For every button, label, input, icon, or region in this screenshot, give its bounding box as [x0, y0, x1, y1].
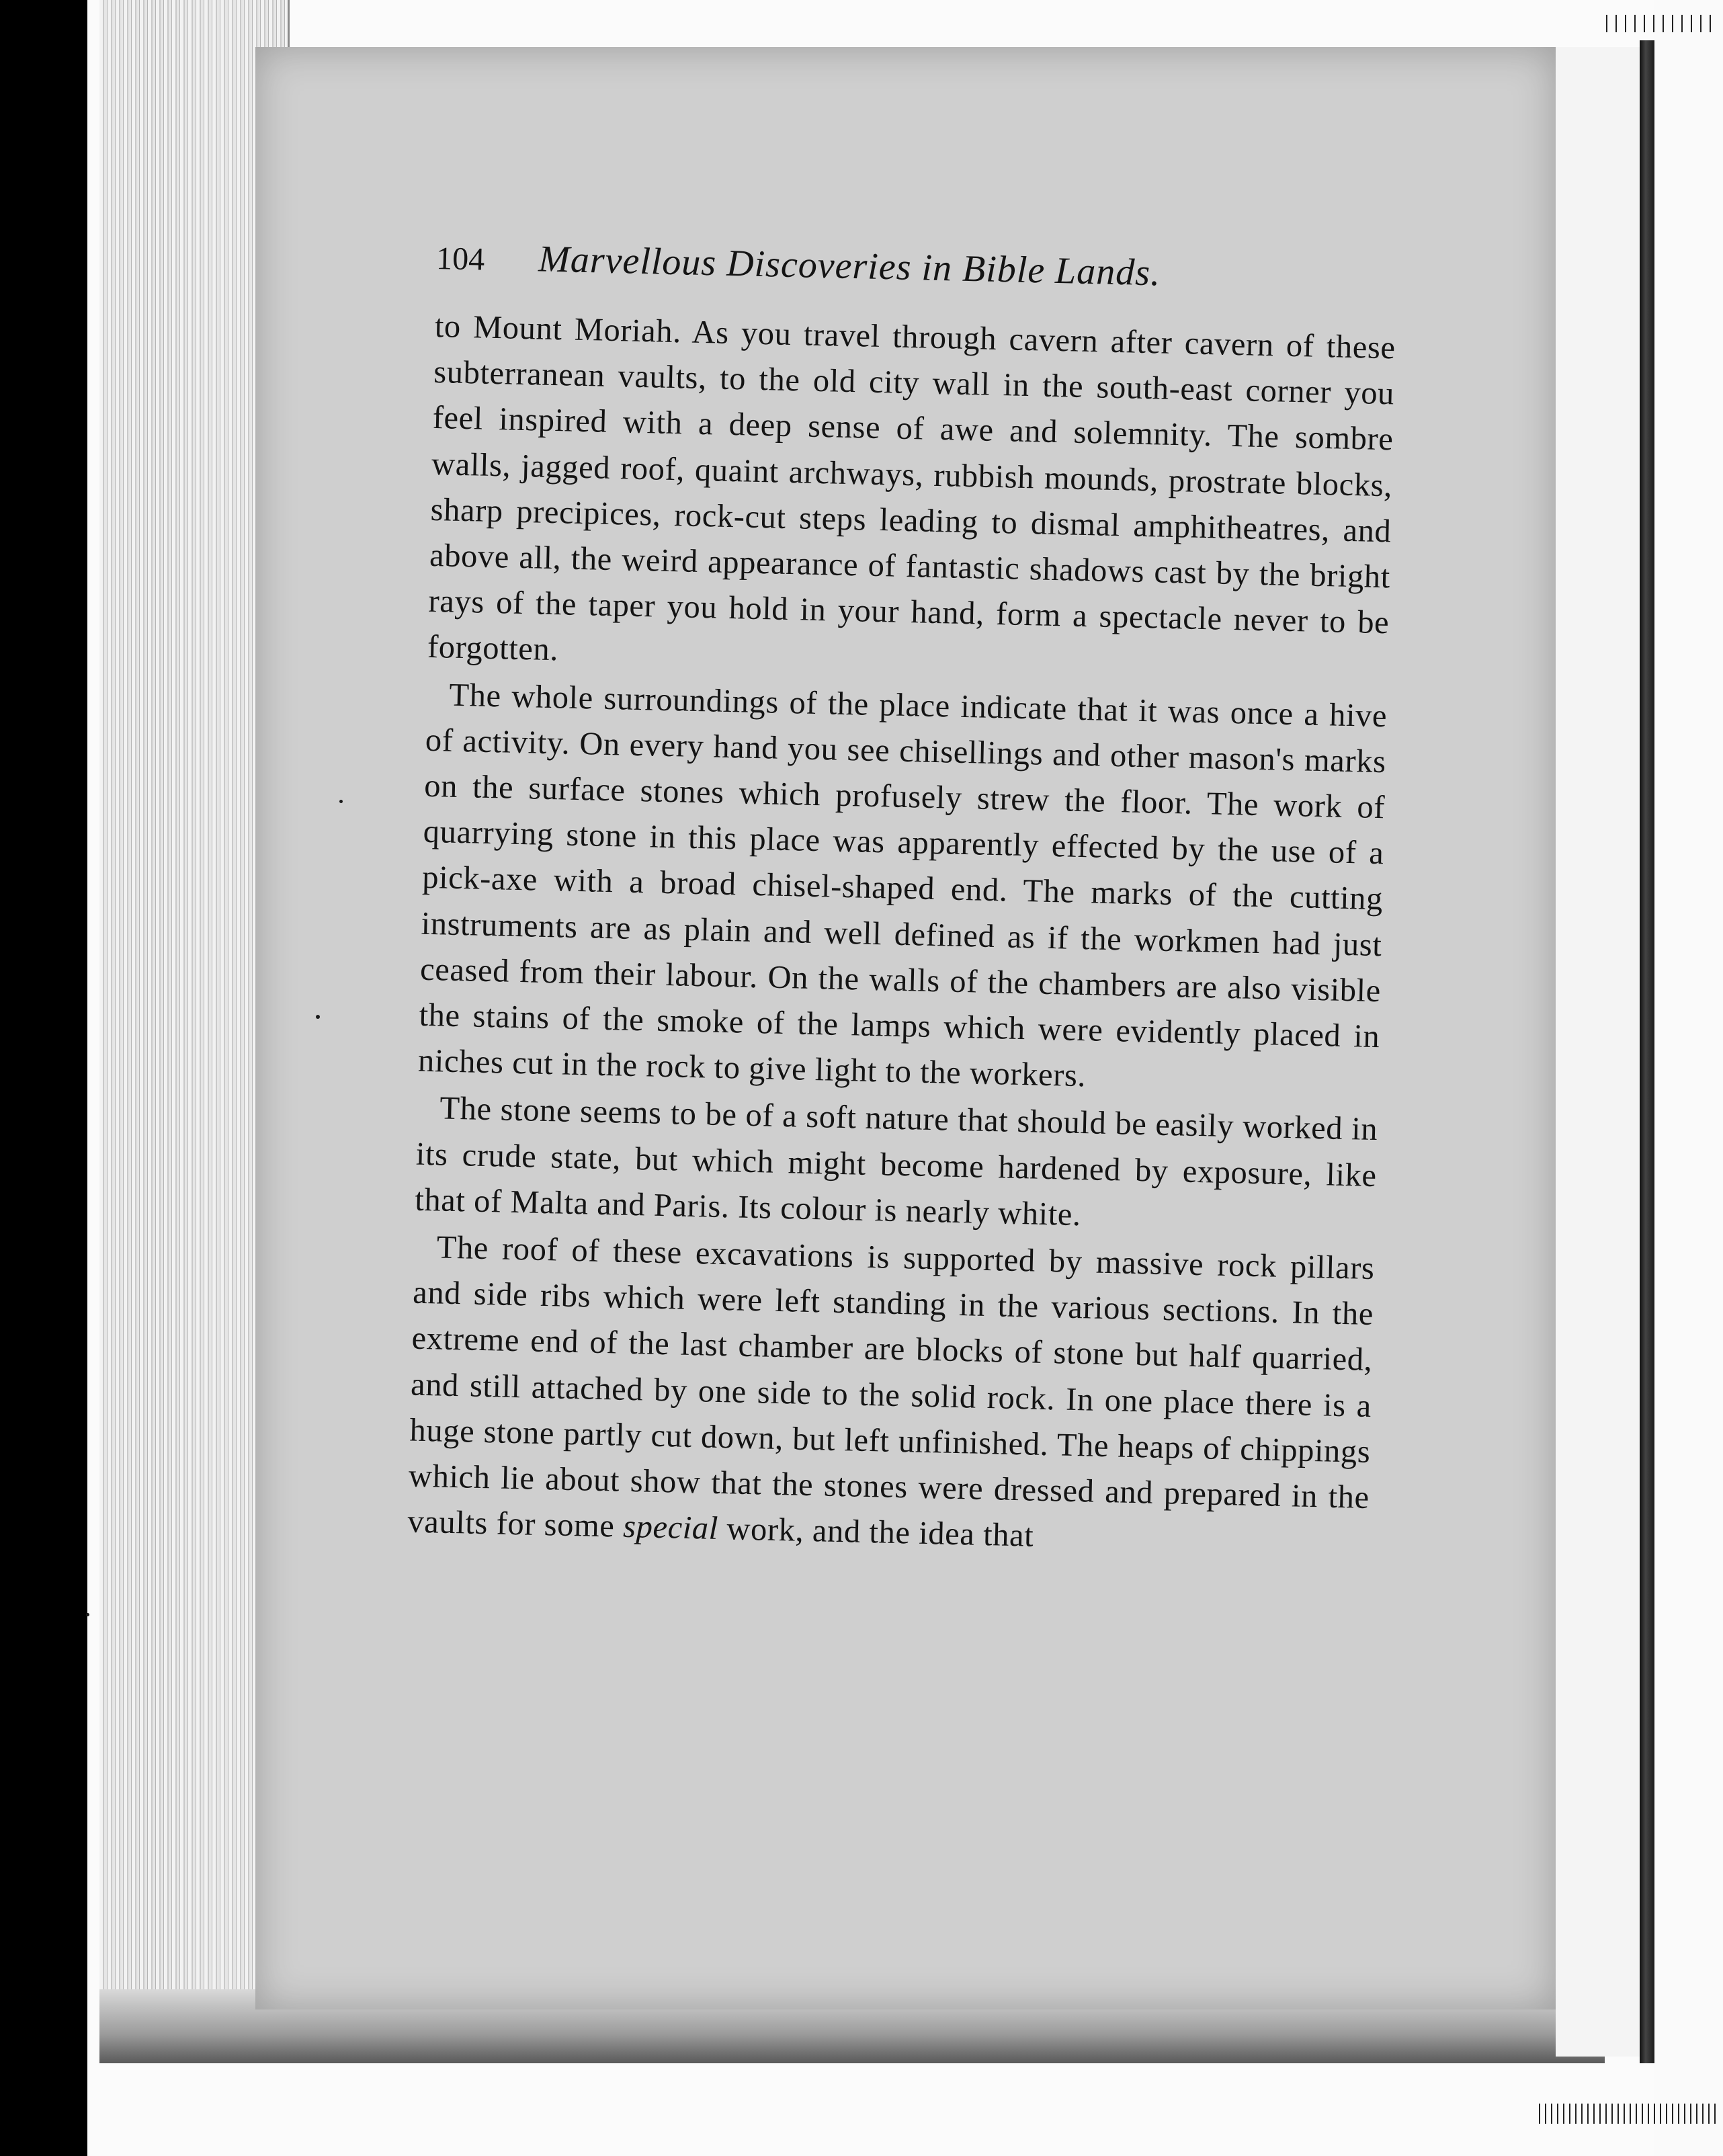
- paragraph-text: The roof of these excavations is supported by massive rock pillars and side ribs which were left standing in the various sections. In the extreme end of the last chamber are blocks of stone but half quarried, and still attached by one side to the solid rock. In one place there is a huge stone partly cut down, but left unfinished. The heaps of chippings which lie about show that the stones were dressed and prepared in the vaults for some: [407, 1229, 1376, 1545]
- paragraph-3: [415, 1085, 1378, 1245]
- running-title: Marvellous Discoveries in Bible Lands.: [538, 238, 1161, 294]
- paragraph-4: [407, 1225, 1375, 1567]
- film-edge-marks-top: [1606, 15, 1714, 32]
- paragraph-text: to Mount Moriah. As you travel through cavern after cavern of these subterranean vaults, to the old city wall in the south-east corner you feel inspired with a deep sense of awe and solemnity. The sombre walls, jagged roof, quaint archways, rubbish mounds, prostrate blocks, sharp precipices, rock-cut steps leading to dismal amphitheatres, and above all, the weird appearance of fantastic shadows cast by the bright rays of the taper you hold in your hand, form a spectacle never to be forgotten.: [427, 308, 1396, 668]
- paragraph-text: The whole surroundings of the place indicate that it was once a hive of activity. On every hand you see chisellings and other mason's marks on the surface stones which profusely strew the floor. The work of quarrying stone in this place was apparently effected by the use of a pick-axe with a broad chisel-shaped end. The marks of the cutting instruments are as plain and well defined as if the workmen had just ceased from their labour. On the walls of the chambers are also visible the stains of the smoke of the lamps which were evidently placed in niches cut in the rock to give light to the workers.: [417, 677, 1388, 1094]
- scan-speck: [86, 1613, 89, 1616]
- paragraph-text-continued: work, and the idea that: [718, 1511, 1034, 1554]
- paragraph-1: [427, 304, 1396, 692]
- film-edge-marks-bottom: [1539, 2104, 1720, 2124]
- scan-speck: [316, 1015, 320, 1019]
- facing-page-edge: [1556, 47, 1650, 2057]
- scan-right-margin: [1654, 0, 1723, 2156]
- paragraph-text: The stone seems to be of a soft nature that should be easily worked in its crude state, but which might become hardened by exposure, like that of Malta and Paris. Its colour is nearly white.: [414, 1090, 1378, 1233]
- book-spine: [1640, 40, 1654, 2063]
- paragraph-2: [417, 671, 1388, 1106]
- page-number: 104: [435, 240, 485, 278]
- scan-speck: [339, 800, 343, 803]
- page-text-block: [407, 235, 1398, 1567]
- italic-emphasis: special: [622, 1509, 719, 1547]
